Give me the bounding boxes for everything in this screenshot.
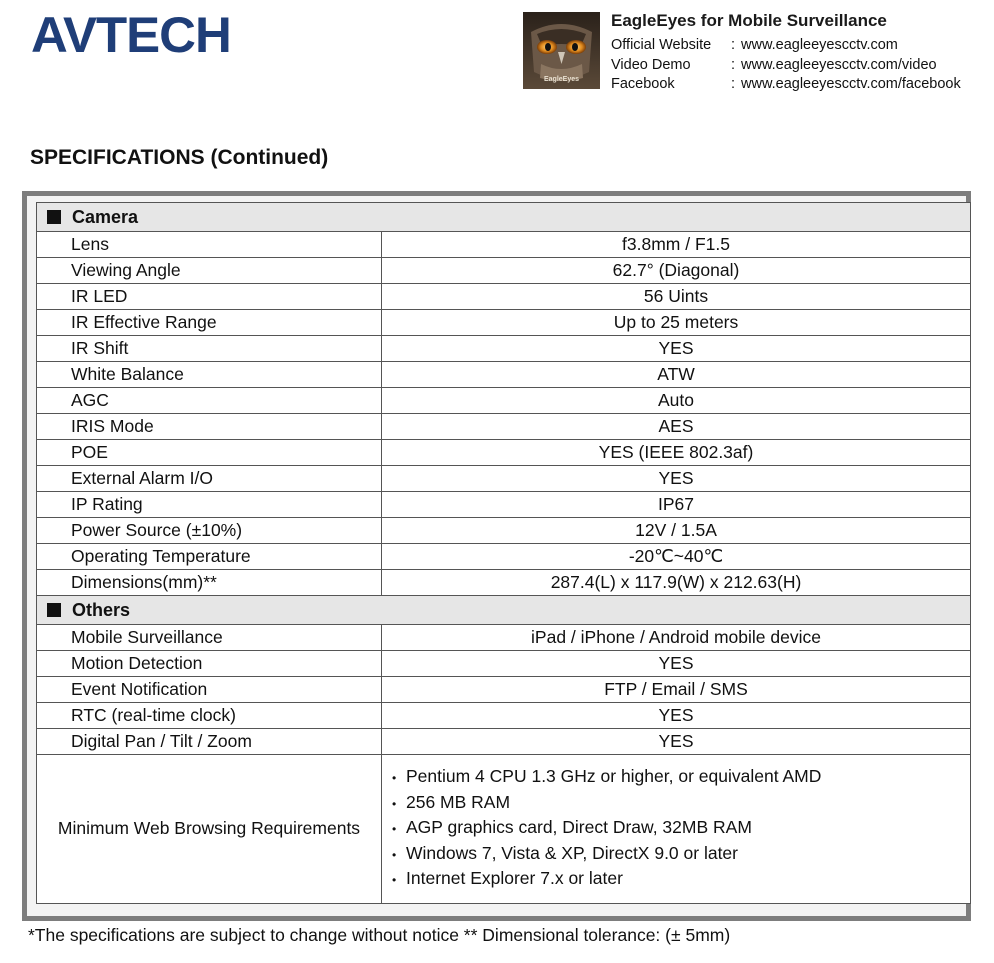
spec-value: 56 Uints — [382, 284, 971, 310]
spec-label: Event Notification — [37, 677, 382, 703]
spec-value: Up to 25 meters — [382, 310, 971, 336]
spec-value: iPad / iPhone / Android mobile device — [382, 625, 971, 651]
spec-table-frame — [22, 191, 971, 921]
spec-row — [37, 414, 971, 440]
avtech-logo: AVTECH — [31, 7, 231, 63]
link-key: Official Website — [611, 37, 712, 53]
bullet-icon: • — [392, 796, 397, 811]
square-bullet-icon — [47, 210, 61, 224]
requirements-row — [37, 755, 971, 904]
footnote: *The specifications are subject to change without notice ** Dimensional tolerance: (± 5mm) — [28, 925, 731, 945]
spec-row — [37, 625, 971, 651]
spec-value: ATW — [382, 362, 971, 388]
requirement-text: Windows 7, Vista & XP, DirectX 9.0 or later — [406, 842, 738, 863]
spec-value: YES — [382, 466, 971, 492]
requirements-label: Minimum Web Browsing Requirements — [37, 755, 382, 904]
spec-value: 287.4(L) x 117.9(W) x 212.63(H) — [382, 570, 971, 596]
spec-row — [37, 336, 971, 362]
requirement-item — [392, 791, 970, 817]
spec-row — [37, 651, 971, 677]
spec-value: -20℃~40℃ — [382, 544, 971, 570]
promo-link-facebook — [611, 75, 961, 95]
spec-row — [37, 518, 971, 544]
spec-table-body — [37, 203, 971, 904]
requirement-text: 256 MB RAM — [406, 791, 511, 812]
requirement-item — [392, 867, 970, 893]
spec-row — [37, 362, 971, 388]
promo-link-website — [611, 36, 961, 56]
requirements-list — [382, 755, 971, 904]
spec-row — [37, 284, 971, 310]
link-url[interactable]: www.eagleeyescctv.com/video — [741, 56, 937, 73]
link-sep: : — [731, 37, 736, 53]
spec-label: Power Source (±10%) — [37, 518, 382, 544]
spec-row — [37, 440, 971, 466]
link-sep: : — [731, 76, 736, 92]
section-title: Others — [72, 599, 131, 620]
section-title-cell — [37, 203, 971, 232]
section-title-cell — [37, 596, 971, 625]
spec-label: AGC — [37, 388, 382, 414]
requirement-item — [392, 842, 970, 868]
spec-label: IP Rating — [37, 492, 382, 518]
section-others-header — [37, 596, 971, 625]
spec-label: RTC (real-time clock) — [37, 703, 382, 729]
spec-value: YES (IEEE 802.3af) — [382, 440, 971, 466]
spec-row — [37, 677, 971, 703]
spec-label: Lens — [37, 232, 382, 258]
link-url[interactable]: www.eagleeyescctv.com/facebook — [741, 76, 961, 92]
spec-label: Operating Temperature — [37, 544, 382, 570]
spec-row — [37, 310, 971, 336]
bullet-icon: • — [392, 847, 397, 862]
spec-value: AES — [382, 414, 971, 440]
promo-link-video — [611, 56, 961, 76]
spec-row — [37, 492, 971, 518]
spec-label: Viewing Angle — [37, 258, 382, 284]
bullet-icon: • — [392, 771, 397, 785]
spec-label: IR Shift — [37, 336, 382, 362]
requirement-text: AGP graphics card, Direct Draw, 32MB RAM — [406, 817, 752, 837]
spec-row — [37, 232, 971, 258]
square-bullet-icon — [47, 603, 61, 617]
spec-label: Mobile Surveillance — [37, 625, 382, 651]
spec-value: FTP / Email / SMS — [382, 677, 971, 703]
promo-links — [611, 36, 961, 95]
spec-label: IR Effective Range — [37, 310, 382, 336]
spec-label: External Alarm I/O — [37, 466, 382, 492]
bullet-icon: • — [392, 822, 397, 836]
spec-value: 12V / 1.5A — [382, 518, 971, 544]
spec-table-inner — [27, 196, 966, 916]
spec-label: Digital Pan / Tilt / Zoom — [37, 729, 382, 755]
eagleeyes-owl-image — [523, 12, 600, 89]
spec-value: f3.8mm / F1.5 — [382, 232, 971, 258]
section-camera-header — [37, 203, 971, 232]
spec-value: 62.7° (Diagonal) — [382, 258, 971, 284]
spec-row — [37, 258, 971, 284]
spec-value: YES — [382, 336, 971, 362]
requirement-text: Internet Explorer 7.x or later — [406, 868, 623, 888]
spec-label: White Balance — [37, 362, 382, 388]
spec-label: Motion Detection — [37, 651, 382, 677]
spec-row — [37, 703, 971, 729]
spec-row — [37, 729, 971, 755]
page-title: SPECIFICATIONS (Continued) — [30, 146, 329, 169]
link-key: Video Demo — [611, 56, 691, 73]
spec-row — [37, 466, 971, 492]
owl-caption: EagleEyes — [543, 76, 580, 83]
spec-value: Auto — [382, 388, 971, 414]
spec-label: IR LED — [37, 284, 382, 310]
spec-value: IP67 — [382, 492, 971, 518]
spec-table — [36, 202, 971, 904]
requirement-item — [392, 765, 970, 791]
promo-title: EagleEyes for Mobile Surveillance — [611, 11, 887, 30]
spec-row — [37, 544, 971, 570]
link-key: Facebook — [611, 76, 675, 92]
requirement-text: Pentium 4 CPU 1.3 GHz or higher, or equivalent AMD — [406, 766, 822, 786]
spec-row — [37, 388, 971, 414]
link-sep: : — [731, 56, 736, 73]
spec-row — [37, 570, 971, 596]
spec-value: YES — [382, 703, 971, 729]
spec-label: IRIS Mode — [37, 414, 382, 440]
spec-value: YES — [382, 729, 971, 755]
link-url[interactable]: www.eagleeyescctv.com — [741, 37, 898, 53]
spec-value: YES — [382, 651, 971, 677]
spec-label: Dimensions(mm)** — [37, 570, 382, 596]
spec-label: POE — [37, 440, 382, 466]
bullet-icon: • — [392, 873, 397, 887]
requirement-item — [392, 816, 970, 842]
section-title: Camera — [72, 206, 139, 227]
